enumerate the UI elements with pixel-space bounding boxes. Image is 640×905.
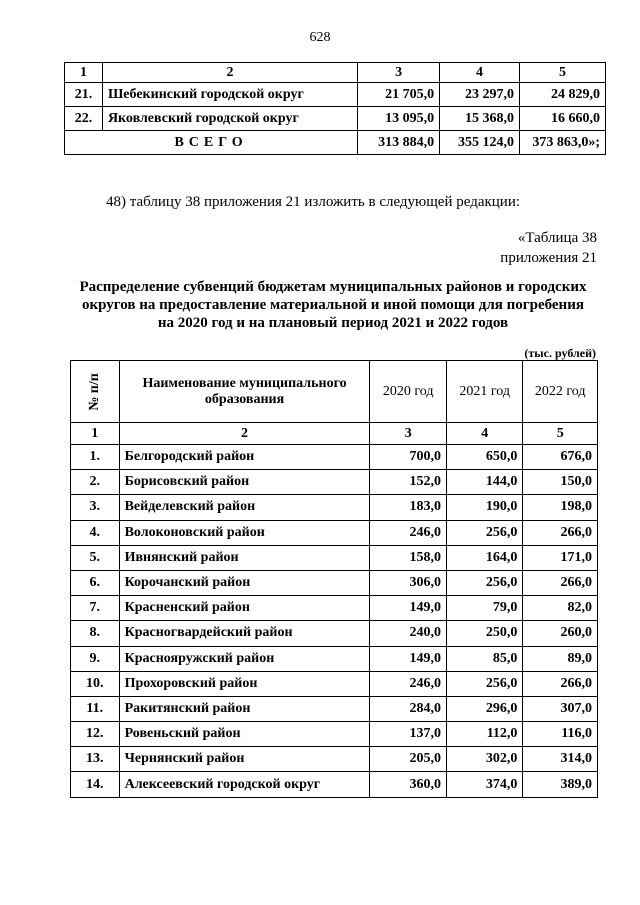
row-name: Борисовский район [119, 470, 370, 495]
value-2020: 205,0 [370, 747, 446, 772]
value-2021: 164,0 [446, 545, 522, 570]
table-row [71, 570, 598, 595]
header-cell: 2 [102, 63, 357, 83]
value-2021: 85,0 [446, 646, 522, 671]
value-2020: 284,0 [370, 696, 446, 721]
header-cell: 3 [358, 63, 440, 83]
table-row [65, 83, 606, 107]
value-2020: 240,0 [370, 621, 446, 646]
row-number: 5. [71, 545, 120, 570]
value-2021: 374,0 [446, 772, 522, 797]
row-name: Яковлевский городской округ [102, 107, 357, 131]
value-2021: 650,0 [446, 445, 522, 470]
row-number: 7. [71, 596, 120, 621]
previous-table [64, 62, 606, 155]
value-2022: 150,0 [523, 470, 598, 495]
value-2021: 256,0 [446, 671, 522, 696]
table-body [71, 445, 598, 798]
value-2020: 149,0 [370, 596, 446, 621]
value-2020: 152,0 [370, 470, 446, 495]
total-2022: 373 863,0»; [520, 131, 606, 155]
header-cell: 5 [520, 63, 606, 83]
value-2022: 198,0 [523, 495, 598, 520]
index-cell: 2 [119, 423, 370, 445]
row-number: 14. [71, 772, 120, 797]
row-number: 1. [71, 445, 120, 470]
total-label: ВСЕГО [65, 131, 358, 155]
row-name: Белгородский район [119, 445, 370, 470]
value-2020: 306,0 [370, 570, 446, 595]
row-name: Ивнянский район [119, 545, 370, 570]
title-line2: округов на предоставление материальной и иной помощи для погребения [82, 297, 584, 313]
value-2020: 183,0 [370, 495, 446, 520]
row-number: 10. [71, 671, 120, 696]
row-name: Ровеньский район [119, 722, 370, 747]
row-name: Чернянский район [119, 747, 370, 772]
table-row [71, 621, 598, 646]
col-header-2021: 2021 год [446, 361, 522, 423]
previous-table-header-row [65, 63, 606, 83]
total-2021: 355 124,0 [440, 131, 520, 155]
index-cell: 1 [71, 423, 120, 445]
table-row [65, 107, 606, 131]
value-2022: 266,0 [523, 570, 598, 595]
value-2021: 23 297,0 [440, 83, 520, 107]
table-reference-line1: «Таблица 38 [517, 230, 597, 246]
table-row [71, 495, 598, 520]
row-number: 2. [71, 470, 120, 495]
value-2021: 302,0 [446, 747, 522, 772]
value-2020: 246,0 [370, 671, 446, 696]
title-line3: на 2020 год и на плановый период 2021 и 2022 годов [157, 315, 509, 331]
table-row [71, 596, 598, 621]
row-number: 21. [65, 83, 103, 107]
table-row [71, 696, 598, 721]
row-number: 4. [71, 520, 120, 545]
value-2020: 149,0 [370, 646, 446, 671]
value-2022: 89,0 [523, 646, 598, 671]
col-number-label: № п/п [86, 372, 102, 411]
row-name: Прохоровский район [119, 671, 370, 696]
table-row [71, 545, 598, 570]
row-number: 11. [71, 696, 120, 721]
row-name: Шебекинский городской округ [102, 83, 357, 107]
table-row [71, 747, 598, 772]
value-2021: 190,0 [446, 495, 522, 520]
value-2021: 256,0 [446, 520, 522, 545]
header-cell: 1 [65, 63, 103, 83]
table-row [71, 646, 598, 671]
table-reference [500, 228, 597, 268]
value-2020: 158,0 [370, 545, 446, 570]
value-2022: 389,0 [523, 772, 598, 797]
value-2021: 15 368,0 [440, 107, 520, 131]
value-2022: 307,0 [523, 696, 598, 721]
value-2022: 266,0 [523, 520, 598, 545]
header-cell: 4 [440, 63, 520, 83]
value-2020: 137,0 [370, 722, 446, 747]
table-row [71, 445, 598, 470]
index-cell: 5 [523, 423, 598, 445]
col-name-line1: Наименование муниципального [142, 375, 347, 391]
col-header-number [71, 361, 120, 423]
index-cell: 3 [370, 423, 446, 445]
index-cell: 4 [446, 423, 522, 445]
table-row [71, 671, 598, 696]
value-2021: 112,0 [446, 722, 522, 747]
value-2022: 16 660,0 [520, 107, 606, 131]
table-row [71, 470, 598, 495]
title-line1: Распределение субвенций бюджетам муниципальных районов и городских [79, 279, 587, 295]
table-row [71, 722, 598, 747]
value-2021: 79,0 [446, 596, 522, 621]
row-name: Волоконовский район [119, 520, 370, 545]
value-2021: 296,0 [446, 696, 522, 721]
row-name: Вейделевский район [119, 495, 370, 520]
row-name: Корочанский район [119, 570, 370, 595]
column-index-row [71, 423, 598, 445]
value-2022: 24 829,0 [520, 83, 606, 107]
value-2021: 256,0 [446, 570, 522, 595]
value-2021: 144,0 [446, 470, 522, 495]
value-2022: 266,0 [523, 671, 598, 696]
value-2022: 260,0 [523, 621, 598, 646]
value-2022: 314,0 [523, 747, 598, 772]
value-2022: 171,0 [523, 545, 598, 570]
col-name-line2: образования [204, 391, 285, 407]
row-number: 13. [71, 747, 120, 772]
table-reference-line2: приложения 21 [500, 250, 597, 266]
row-name: Краснояружский район [119, 646, 370, 671]
amendment-paragraph: 48) таблицу 38 приложения 21 изложить в следующей редакции: [106, 194, 521, 210]
row-number: 6. [71, 570, 120, 595]
value-2022: 116,0 [523, 722, 598, 747]
table-header-row [71, 361, 598, 423]
page-number: 628 [309, 30, 331, 45]
row-number: 3. [71, 495, 120, 520]
value-2022: 82,0 [523, 596, 598, 621]
total-2020: 313 884,0 [358, 131, 440, 155]
value-2020: 700,0 [370, 445, 446, 470]
total-row [65, 131, 606, 155]
row-name: Красненский район [119, 596, 370, 621]
row-name: Ракитянский район [119, 696, 370, 721]
table-row [71, 520, 598, 545]
row-number: 9. [71, 646, 120, 671]
unit-label: (тыс. рублей) [524, 346, 596, 360]
row-number: 22. [65, 107, 103, 131]
row-name: Алексеевский городской округ [119, 772, 370, 797]
row-number: 12. [71, 722, 120, 747]
table-row [71, 772, 598, 797]
row-number: 8. [71, 621, 120, 646]
col-header-2020: 2020 год [370, 361, 446, 423]
value-2020: 360,0 [370, 772, 446, 797]
row-name: Красногвардейский район [119, 621, 370, 646]
value-2021: 250,0 [446, 621, 522, 646]
value-2022: 676,0 [523, 445, 598, 470]
col-header-2022: 2022 год [523, 361, 598, 423]
subsidy-table [70, 360, 598, 798]
col-header-name [119, 361, 370, 423]
value-2020: 13 095,0 [358, 107, 440, 131]
value-2020: 21 705,0 [358, 83, 440, 107]
table-title [60, 278, 606, 332]
value-2020: 246,0 [370, 520, 446, 545]
